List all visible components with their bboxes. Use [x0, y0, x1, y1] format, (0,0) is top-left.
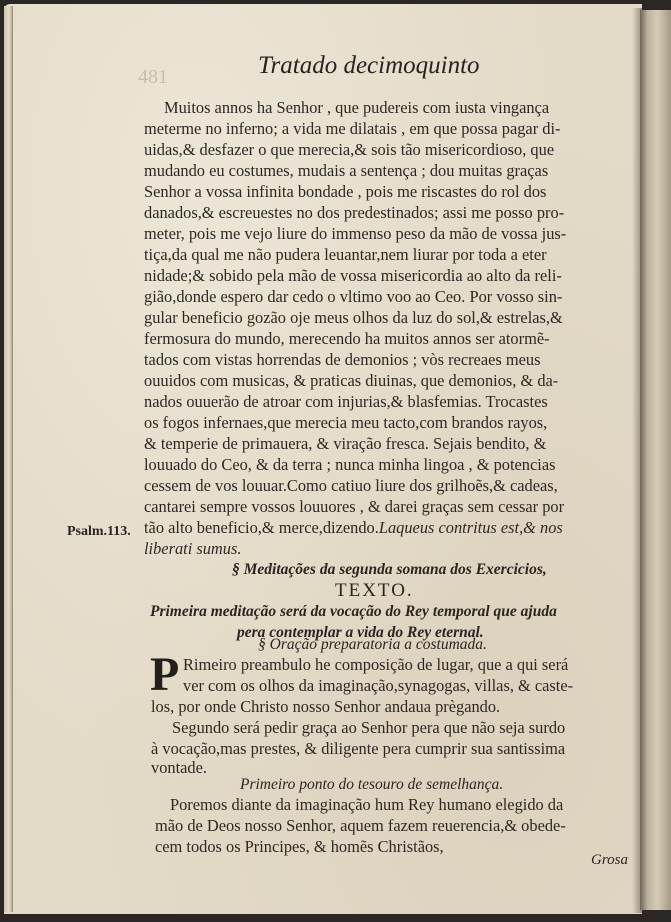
text-line: Senhor a vossa infinita bondade , pois me riscastes do rol dos [144, 182, 547, 201]
text-line: cantarei sempre vossos louuores , & darei graças sem cessar por [144, 497, 565, 516]
text-line: vontade. [151, 758, 207, 777]
text-line: os fogos infernaes,que merecia meu tacto,com brandos rayos, [144, 413, 548, 432]
text-line: meter, pois me vejo liure do immenso peso da mão de vossa jus- [144, 224, 567, 243]
text-line: mudando eu costumes, mudais a sentença ; dou muitas graças [144, 161, 549, 180]
text-line: uidas,& desfazer o que merecia,& sois tão misericordioso, que [144, 140, 555, 159]
text-line: Segundo será pedir graça ao Senhor pera que não seja surdo [172, 718, 566, 737]
text-line: Rimeiro preambulo he composição de lugar, que a qui será [183, 655, 569, 674]
text-line [144, 518, 563, 538]
prayer-heading: § Oração preparatoria a costumada. [258, 636, 487, 653]
text-fragment: tão alto beneficio,& merce,dizendo. [144, 518, 379, 537]
running-title: Tratado decimoquinto [258, 52, 480, 79]
text-line: louuado do Ceo, & da terra ; nunca minha lingoa , & potencias [144, 455, 556, 474]
text-line: tiça,da qual me não pudera leuantar,nem liurar por toda a eter [144, 245, 547, 264]
text-line: nados ouuerão de atroar com injurias,& blasfemias. Trocastes [144, 392, 548, 411]
text-line: gião,donde espero dar cedo o vltimo voo ao Ceo. Por vosso sin- [144, 287, 563, 306]
point-heading: Primeiro ponto do tesouro de semelhança. [240, 776, 504, 793]
drop-cap: P [150, 648, 180, 701]
text-line: meterme no inferno; a vida me dilatais , em que possa pagar di- [144, 119, 561, 138]
text-line: ver com os olhos da imaginação,synagogas, villas, & caste- [183, 676, 574, 695]
text-line: Muitos annos ha Senhor , que pudereis com iusta vingança [164, 98, 550, 117]
book-gutter [640, 10, 671, 910]
section-heading: § Meditações da segunda somana dos Exercicios, [232, 561, 547, 578]
texto-label: TEXTO. [335, 580, 414, 601]
text-line: danados,& escreuestes no dos predestinados; assi me posso pro- [144, 203, 565, 222]
latin-quote-continuation: liberati sumus. [144, 539, 242, 558]
text-line: à vocação,mas prestes, & diligente pera cumprir sua santissima [151, 739, 566, 758]
text-line: gular beneficio gozão oje meus olhos da luz do sol,& estrelas,& [144, 308, 563, 327]
meditation-title-line-1: Primeira meditação será da vocação do Rey temporal que ajuda [150, 603, 557, 620]
catchword: Grosa [591, 852, 628, 868]
latin-quote: Laqueus contritus est,& nos [378, 518, 563, 537]
text-line: cem todos os Principes, & homẽs Christãos, [155, 837, 444, 856]
text-line: Poremos diante da imaginação hum Rey humano elegido da [170, 795, 564, 814]
text-line: & temperie de primauera, & viração fresca. Sejais bendito, & [144, 434, 547, 453]
marginal-reference: Psalm.113. [67, 524, 131, 539]
text-line: fermosura do mundo, merecendo ha muitos annos ser atormẽ- [144, 329, 550, 348]
text-line: cessem de vos louuar.Como catiuo liure dos grilhoẽs,& cadeas, [144, 476, 558, 495]
text-line: tados com vistas horrendas de demonios ; vòs recreaes meus [144, 350, 541, 369]
faded-page-number: 481 [138, 66, 168, 88]
text-line: nidade;& sobido pela mão de vossa misericordia ao alto da reli- [144, 266, 562, 285]
page-left-edge [4, 6, 13, 912]
meditation-title-line-2: pera contemplar a vida do Rey eternal. [237, 624, 484, 641]
text-line: ouuidos com musicas, & praticas diuinas, que demonios, & da- [144, 371, 559, 390]
text-line: los, por onde Christo nosso Senhor andaua prègando. [151, 697, 501, 716]
text-line: mão de Deos nosso Senhor, aquem fazem reuerencia,& obede- [155, 816, 566, 835]
